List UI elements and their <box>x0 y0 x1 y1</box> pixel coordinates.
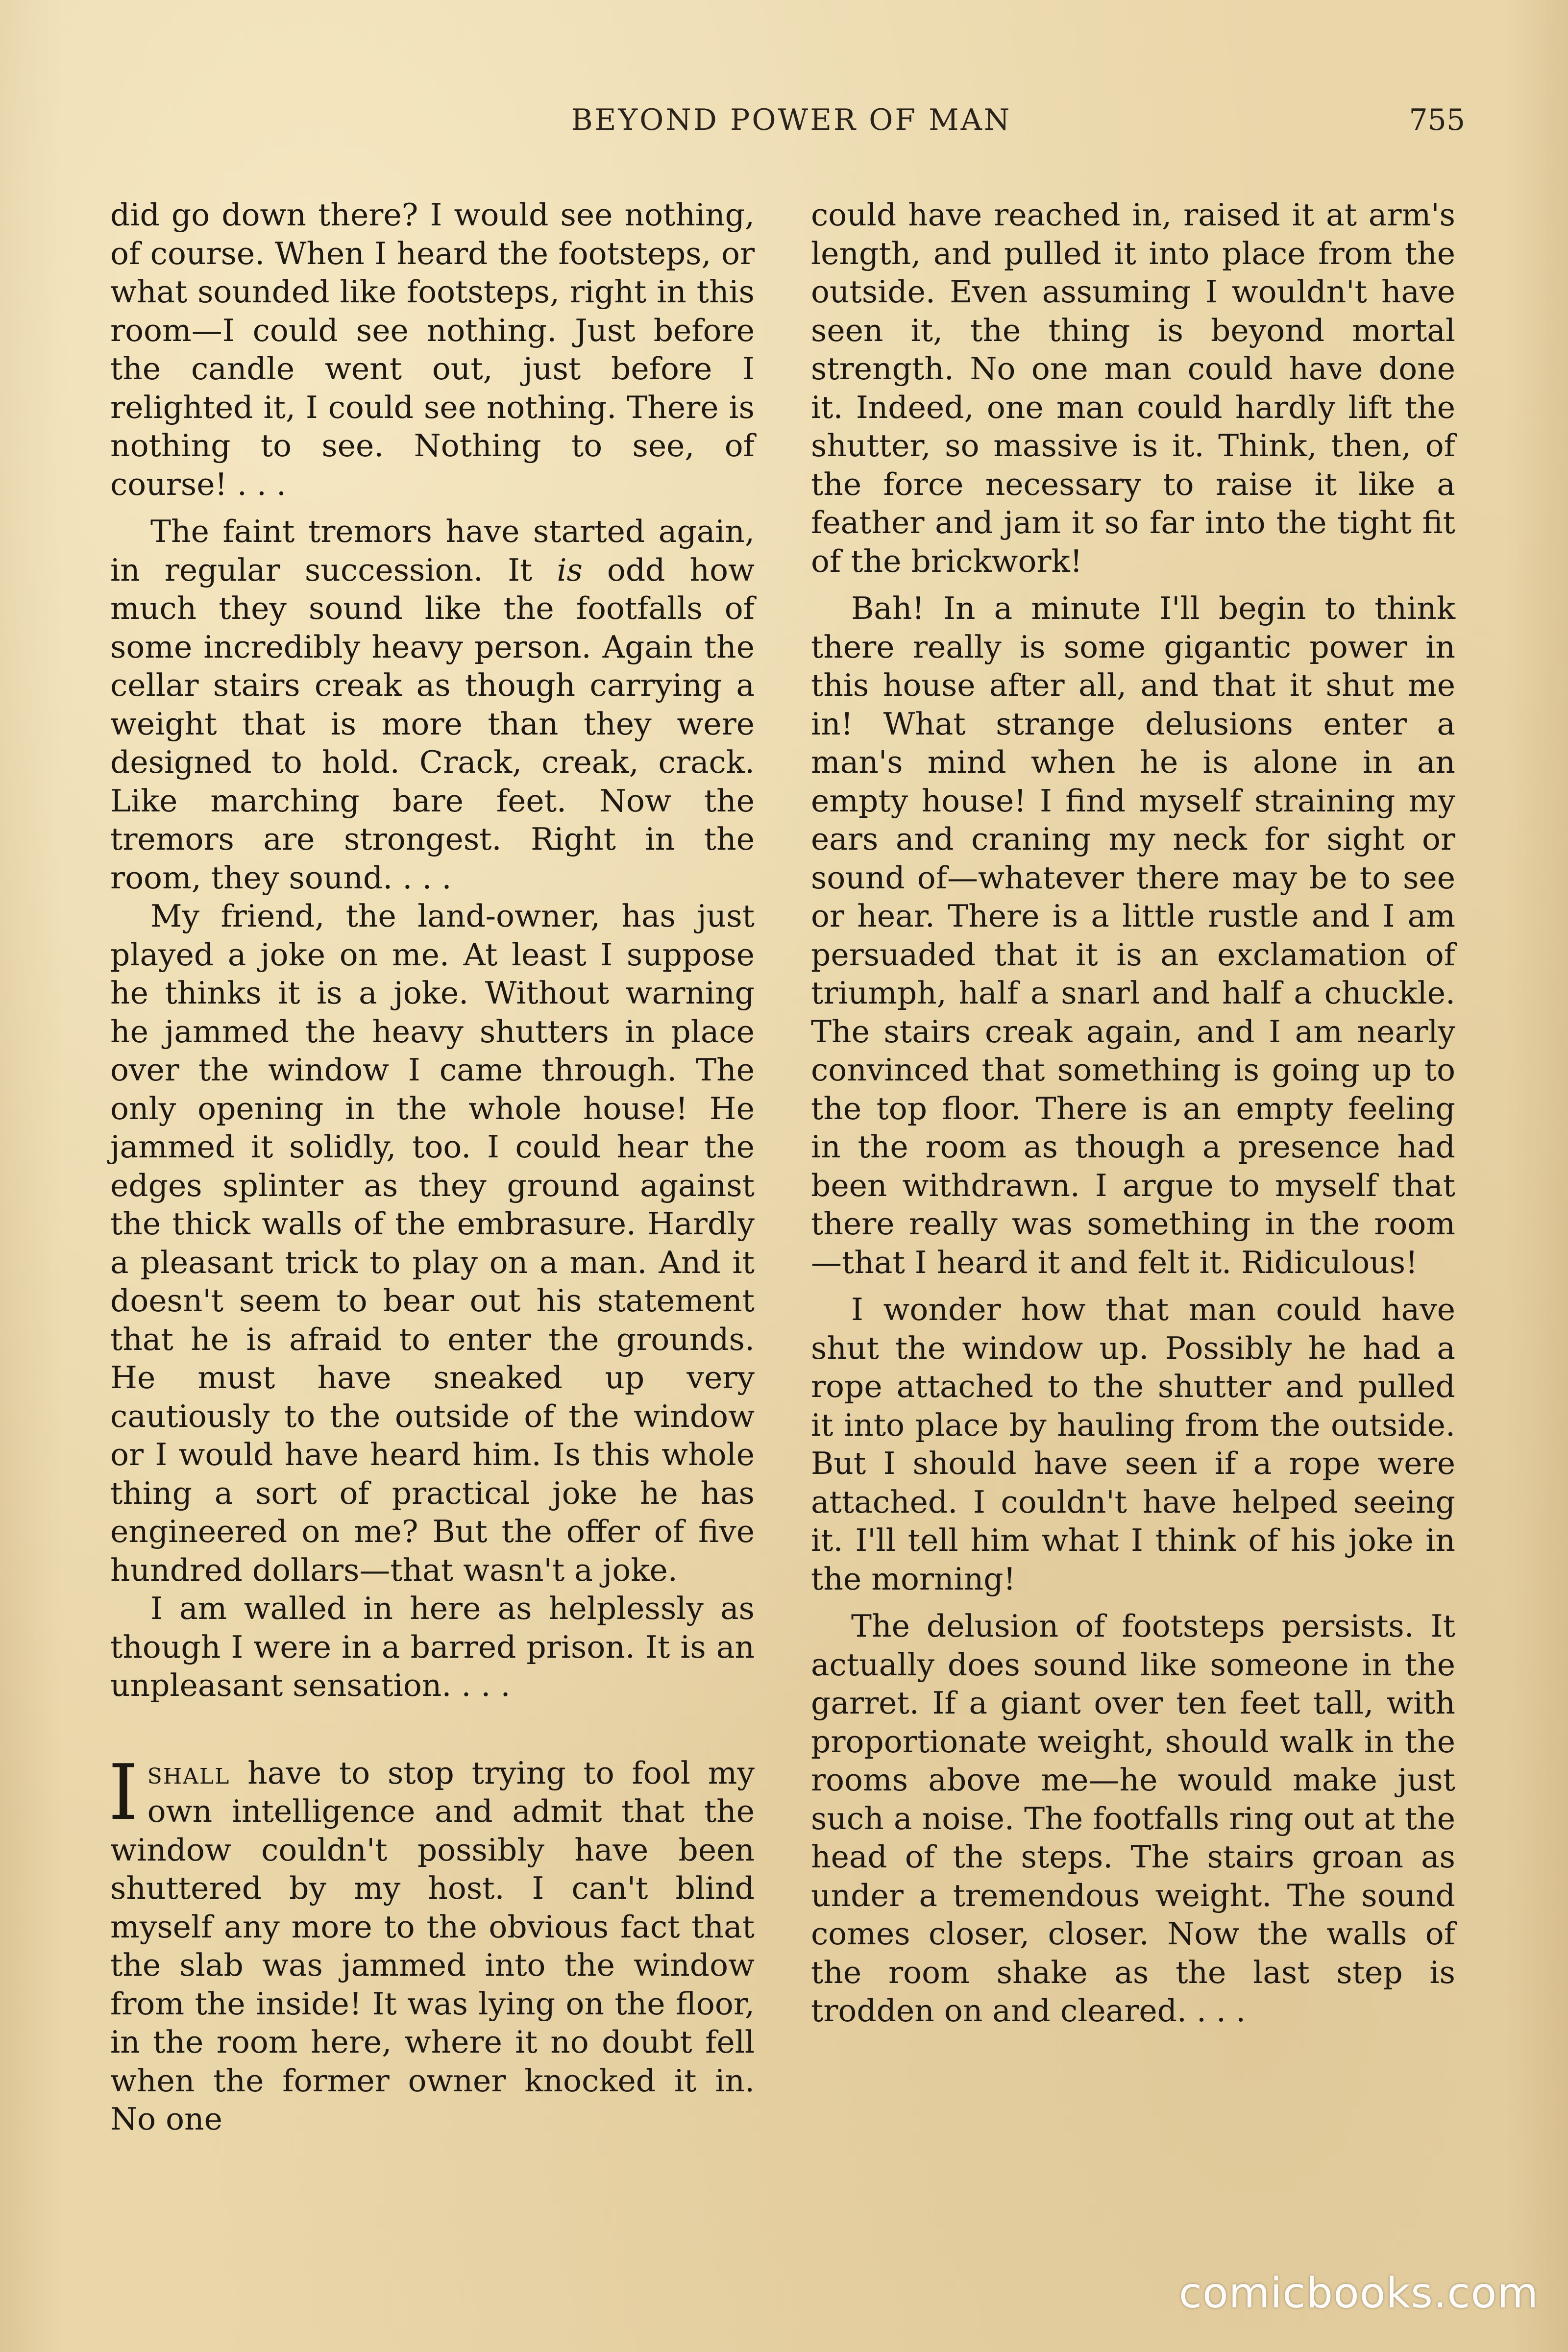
running-head-title: BEYOND POWER OF MAN <box>571 103 1012 137</box>
paragraph: I wonder how that man could have shut the window up. Possibly he had a rope attached to the shutter and pulled it into place by hauling from the outside. But I should have seen if a rope were attached. I couldn't have helped seeing it. I'll tell him what I think of his joke in the morning! <box>811 1292 1455 1597</box>
left-column <box>110 196 755 2139</box>
paragraph: I am walled in here as helplessly as though I were in a barred prison. It is an unpleasant sensation. . . . <box>110 1591 755 1703</box>
paragraph-text: The faint tremors have started again, in regular succession. It <box>110 514 755 588</box>
site-watermark: comicbooks.com <box>1178 2269 1539 2318</box>
paragraph: The delusion of footsteps persists. It actually does sound like someone in the garret. If a giant over ten feet tall, with proportionate weight, should walk in the rooms above me—he would make just such a noise. The footfalls ring out at the head of the steps. The stairs groan as under a tremendous weight. The sound comes closer, closer. Now the walls of the room shake as the last step is trodden on and cleared. . . . <box>811 1608 1455 2029</box>
right-column <box>811 196 1455 2031</box>
small-caps-lead: shall <box>147 1755 230 1791</box>
paragraph <box>110 513 755 897</box>
paragraph: could have reached in, raised it at arm's length, and pulled it into place from the outside. Even assuming I wouldn't have seen it, the thing is beyond mortal strength. No one man could have done it. Indeed, one man could hardly lift the shutter, so massive is it. Think, then, of the force necessary to raise it like a feather and jam it so far into the tight fit of the brickwork! <box>811 197 1455 579</box>
drop-cap: I <box>108 1747 139 1837</box>
paragraph: did go down there? I would see nothing, of course. When I heard the footsteps, or what sounded like footsteps, right in this room—I could see nothing. Just before the candle went out, just before I relighted it, I could see nothing. There is nothing to see. Nothing to see, of course! . . . <box>110 197 755 502</box>
paragraph: My friend, the land-owner, has just played a joke on me. At least I suppose he thinks it is a joke. Without warning he jammed the heavy shutters in place over the window I came through. The only opening in the whole house! He jammed it solidly, too. I could hear the edges splinter as they ground against the thick walls of the embrasure. Hardly a pleasant trick to play on a man. And it doesn't seem to bear out his statement that he is afraid to enter the grounds. He must have sneaked up very cautiously to the outside of the window or I would have heard him. Is this whole thing a sort of practical joke he has engineered on me? But the offer of five hundred dollars—that wasn't a joke. <box>110 898 755 1588</box>
page-number: 755 <box>1409 103 1465 137</box>
paragraph-text: odd how much they sound like the footfalls of some incredibly heavy person. Again the cellar stairs creak as though carrying a weight that is more than they were designed to hold. Crack, creak, crack. Like marching bare feet. Now the tremors are strongest. Right in the room, they sound. . . . <box>110 552 755 896</box>
section-opening-paragraph <box>108 1747 755 2139</box>
paragraph-text: have to stop trying to fool my own intelligence and admit that the window couldn't possibly have been shuttered by my host. I can't blind myself any more to the obvious fact that the slab was jammed into the window from the inside! It was lying on the floor, in the room here, where it no doubt fell when the former owner knocked it in. No one <box>110 1755 755 2137</box>
paragraph: Bah! In a minute I'll begin to think there really is some gigantic power in this house after all, and that it shut me in! What strange delusions enter a man's mind when he is alone in an empty house! I find myself straining my ears and craning my neck for sight or sound of—whatever there may be to see or hear. There is a little rustle and I am persuaded that it is an exclamation of triumph, half a snarl and half a chuckle. The stairs creak again, and I am nearly convinced that something is going up to the top floor. There is an empty feeling in the room as though a presence had been withdrawn. I argue to myself that there really was something in the room—that I heard it and felt it. Ridiculous! <box>811 590 1455 1280</box>
emphasis-text: is <box>557 552 583 588</box>
